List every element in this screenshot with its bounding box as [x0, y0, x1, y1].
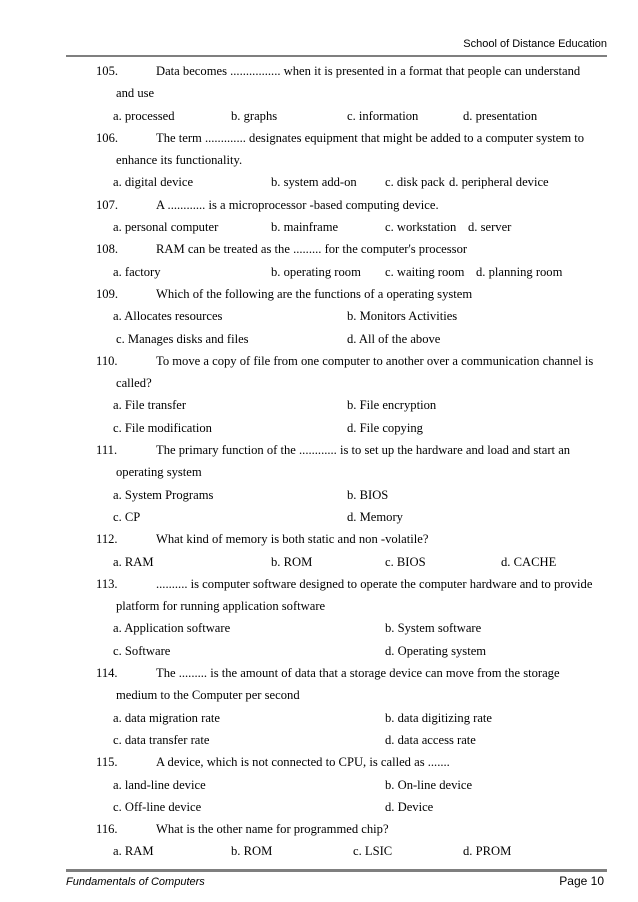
options-row	[0, 707, 638, 729]
answer-option: c. data transfer rate	[113, 732, 210, 747]
answer-option: d. presentation	[463, 108, 538, 123]
answer-option: d. server	[468, 220, 512, 235]
answer-option: a. Application software	[113, 621, 231, 636]
answer-option: d. All of the above	[347, 331, 441, 346]
question-line	[0, 439, 638, 461]
question-number: 116.	[96, 822, 118, 837]
answer-option: c. LSIC	[353, 844, 393, 859]
footer-divider	[66, 869, 607, 872]
options-row	[0, 216, 638, 238]
answer-option: a. RAM	[113, 844, 154, 859]
question-number: 113.	[96, 576, 118, 591]
options-row	[0, 774, 638, 796]
options-row	[0, 640, 638, 662]
answer-option: c. disk pack	[385, 175, 445, 190]
answer-option: c. CP	[113, 509, 141, 524]
question-text: The term ............. designates equipment that might be added to a computer system to	[156, 130, 585, 145]
answer-option: d. CACHE	[501, 554, 557, 569]
answer-option: a. factory	[113, 264, 161, 279]
answer-option: d. Operating system	[385, 643, 487, 658]
question-text-continued: platform for running application software	[116, 599, 326, 614]
options-row	[0, 105, 638, 127]
options-row	[0, 617, 638, 639]
question-number: 108.	[96, 242, 119, 257]
answer-option: a. Allocates resources	[113, 309, 223, 324]
question-continuation-line	[0, 372, 638, 394]
answer-option: b. On-line device	[385, 777, 473, 792]
answer-option: b. ROM	[271, 554, 313, 569]
question-continuation-line	[0, 595, 638, 617]
options-row	[0, 305, 638, 327]
question-line	[0, 818, 638, 840]
question-text: What is the other name for programmed chip?	[156, 822, 389, 837]
header-school-name: School of Distance Education	[463, 38, 607, 50]
question-text-continued: enhance its functionality.	[116, 153, 243, 168]
options-row	[0, 394, 638, 416]
question-text: A device, which is not connected to CPU, is called as .......	[156, 755, 450, 770]
question-line	[0, 350, 638, 372]
answer-option: d. planning room	[476, 264, 563, 279]
question-number: 112.	[96, 532, 118, 547]
question-text: The ......... is the amount of data that a storage device can move from the storage	[156, 666, 560, 681]
question-line	[0, 60, 638, 82]
question-text: RAM can be treated as the ......... for the computer's processor	[156, 242, 468, 257]
question-number: 109.	[96, 286, 119, 301]
answer-option: b. graphs	[231, 108, 278, 123]
answer-option: c. BIOS	[385, 554, 426, 569]
answer-option: c. Off-line device	[113, 799, 202, 814]
question-text: Which of the following are the functions of a operating system	[156, 286, 473, 301]
answer-option: a. System Programs	[113, 487, 214, 502]
question-list	[0, 60, 638, 863]
footer-page-number: Page 10	[559, 874, 604, 888]
answer-option: b. system add-on	[271, 175, 357, 190]
answer-option: d. data access rate	[385, 732, 476, 747]
answer-option: a. land-line device	[113, 777, 206, 792]
answer-option: c. Software	[113, 643, 171, 658]
options-row	[0, 729, 638, 751]
answer-option: a. RAM	[113, 554, 154, 569]
answer-option: d. PROM	[463, 844, 512, 859]
answer-option: b. File encryption	[347, 398, 437, 413]
answer-option: b. BIOS	[347, 487, 389, 502]
question-text: To move a copy of file from one computer to another over a communication channel is	[156, 353, 594, 368]
question-line	[0, 751, 638, 773]
footer-course-title: Fundamentals of Computers	[66, 876, 205, 888]
header-divider	[66, 55, 607, 57]
answer-option: b. System software	[385, 621, 482, 636]
question-number: 115.	[96, 755, 118, 770]
question-text: The primary function of the ............ is to set up the hardware and load and start an	[156, 443, 571, 458]
question-line	[0, 238, 638, 260]
question-number: 114.	[96, 666, 118, 681]
answer-option: d. File copying	[347, 420, 423, 435]
question-line	[0, 194, 638, 216]
answer-option: a. File transfer	[113, 398, 187, 413]
question-text: What kind of memory is both static and non -volatile?	[156, 532, 429, 547]
answer-option: d. Memory	[347, 509, 403, 524]
answer-option: d. Device	[385, 799, 434, 814]
answer-option: b. mainframe	[271, 220, 339, 235]
question-text: A ............ is a microprocessor -based computing device.	[156, 197, 439, 212]
question-continuation-line	[0, 82, 638, 104]
question-line	[0, 528, 638, 550]
question-text-continued: medium to the Computer per second	[116, 688, 300, 703]
answer-option: c. workstation	[385, 220, 457, 235]
question-number: 111.	[96, 443, 118, 458]
question-line	[0, 573, 638, 595]
options-row	[0, 840, 638, 862]
question-text: .......... is computer software designed to operate the computer hardware and to provide	[156, 576, 593, 591]
answer-option: b. Monitors Activities	[347, 309, 458, 324]
answer-option: b. ROM	[231, 844, 273, 859]
options-row	[0, 171, 638, 193]
question-text-continued: called?	[116, 376, 152, 391]
question-number: 110.	[96, 353, 118, 368]
options-row	[0, 551, 638, 573]
options-row	[0, 796, 638, 818]
question-continuation-line	[0, 149, 638, 171]
question-line	[0, 283, 638, 305]
answer-option: b. operating room	[271, 264, 361, 279]
answer-option: c. File modification	[113, 420, 212, 435]
options-row	[0, 261, 638, 283]
question-number: 107.	[96, 197, 119, 212]
options-row	[0, 484, 638, 506]
question-line	[0, 662, 638, 684]
options-row	[0, 506, 638, 528]
answer-option: a. personal computer	[113, 220, 219, 235]
answer-option: a. data migration rate	[113, 710, 220, 725]
answer-option: d. peripheral device	[449, 175, 549, 190]
question-text: Data becomes ................ when it is presented in a format that people can understand	[156, 64, 581, 78]
answer-option: a. digital device	[113, 175, 194, 190]
answer-option: c. Manages disks and files	[116, 331, 249, 346]
answer-option: c. waiting room	[385, 264, 465, 279]
answer-option: b. data digitizing rate	[385, 710, 493, 725]
question-continuation-line	[0, 461, 638, 483]
question-line	[0, 127, 638, 149]
options-row	[0, 417, 638, 439]
question-number: 105.	[96, 64, 119, 78]
question-continuation-line	[0, 684, 638, 706]
answer-option: a. processed	[113, 108, 175, 123]
question-text-continued: operating system	[116, 465, 202, 480]
answer-option: c. information	[347, 108, 419, 123]
options-row	[0, 328, 638, 350]
question-number: 106.	[96, 130, 119, 145]
question-text-continued: and use	[116, 86, 155, 101]
